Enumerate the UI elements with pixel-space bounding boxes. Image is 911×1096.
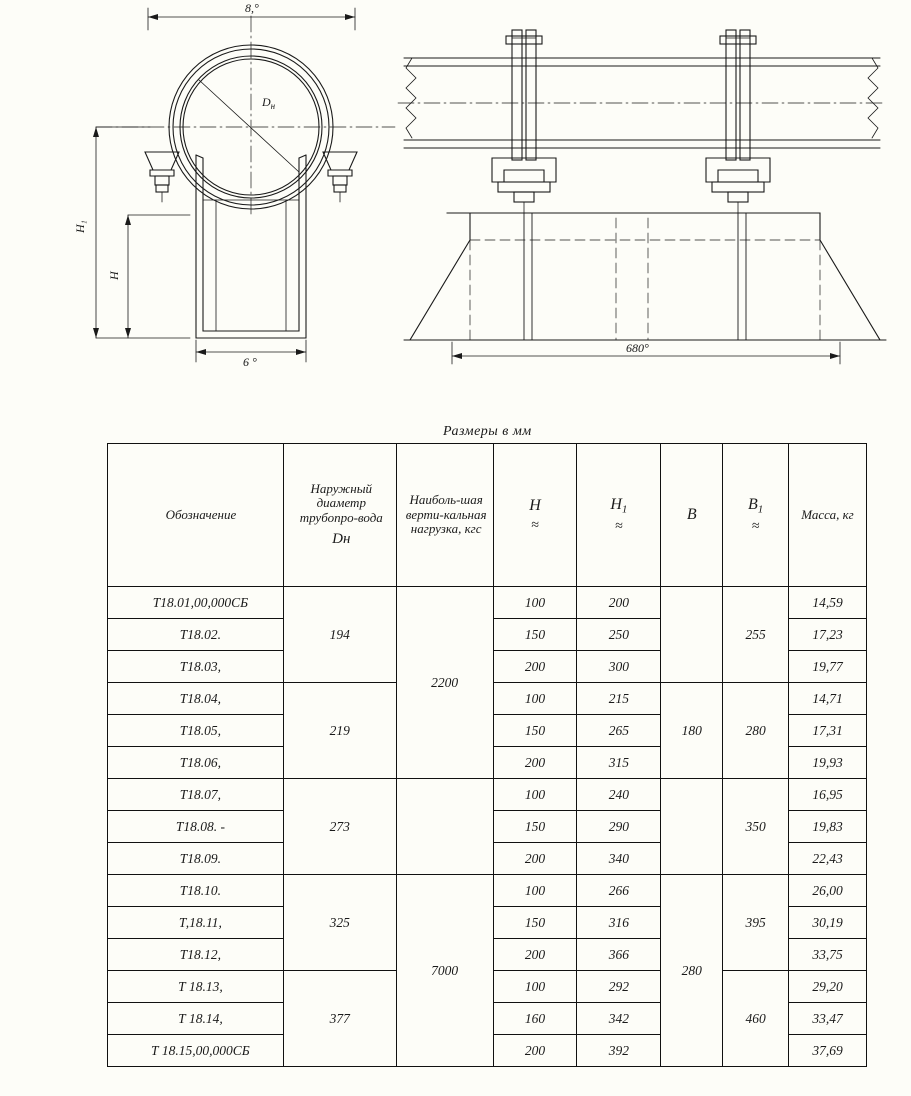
header-mass: Масса, кг xyxy=(789,444,867,587)
cell-mass: 33,47 xyxy=(789,1003,867,1035)
cell-b xyxy=(661,779,723,875)
cell-b: 280 xyxy=(661,875,723,1067)
cell-designation: Т18.10. xyxy=(108,875,284,907)
cell-h1: 200 xyxy=(577,587,661,619)
cell-mass: 19,77 xyxy=(789,651,867,683)
svg-text:H₁: H₁ xyxy=(73,220,87,233)
header-designation: Обозначение xyxy=(108,444,284,587)
cell-h: 200 xyxy=(493,939,577,971)
cell-max-load xyxy=(396,779,493,875)
specification-table xyxy=(107,443,867,1067)
cell-h: 100 xyxy=(493,779,577,811)
cell-h1: 366 xyxy=(577,939,661,971)
cell-h1: 266 xyxy=(577,875,661,907)
cell-h: 200 xyxy=(493,1035,577,1067)
cell-b1: 350 xyxy=(723,779,789,875)
cell-outer-diameter: 219 xyxy=(283,683,396,779)
cell-mass: 17,31 xyxy=(789,715,867,747)
cell-mass: 26,00 xyxy=(789,875,867,907)
header-b xyxy=(661,444,723,587)
cell-designation: Т18.04, xyxy=(108,683,284,715)
cell-designation: Т 18.14, xyxy=(108,1003,284,1035)
cell-mass: 37,69 xyxy=(789,1035,867,1067)
cell-h: 100 xyxy=(493,875,577,907)
cell-mass: 29,20 xyxy=(789,971,867,1003)
cell-h1: 300 xyxy=(577,651,661,683)
cell-designation: Т18.12, xyxy=(108,939,284,971)
cell-designation: Т,18.11, xyxy=(108,907,284,939)
cell-designation: Т18.05, xyxy=(108,715,284,747)
table-body xyxy=(108,587,867,1067)
cell-h1: 316 xyxy=(577,907,661,939)
table-row xyxy=(108,779,867,811)
header-h xyxy=(493,444,577,587)
header-b-symbol: B xyxy=(686,506,697,524)
svg-text:Dн: $D_н$ xyxy=(262,95,276,111)
cell-b1: 255 xyxy=(723,587,789,683)
cell-h1: 215 xyxy=(577,683,661,715)
cell-h: 100 xyxy=(493,971,577,1003)
table-caption: Размеры в мм xyxy=(443,424,532,439)
cell-h1: 392 xyxy=(577,1035,661,1067)
header-h-symbol: H xyxy=(529,496,541,514)
cell-h: 200 xyxy=(493,843,577,875)
header-h1-symbol: H xyxy=(610,495,622,513)
cell-h1: 292 xyxy=(577,971,661,1003)
cell-h1: 315 xyxy=(577,747,661,779)
cell-b1: 395 xyxy=(723,875,789,971)
header-outer-diameter-symbol: Dн xyxy=(332,531,351,548)
table-row xyxy=(108,875,867,907)
table-header-row xyxy=(108,444,867,587)
cell-h: 100 xyxy=(493,683,577,715)
header-max-load: Наиболь-шая верти-кальная нагрузка, кгс xyxy=(396,444,493,587)
cell-h1: 290 xyxy=(577,811,661,843)
header-h1-approx: ≈ xyxy=(615,518,623,534)
header-b1-symbol: B xyxy=(747,495,758,513)
cell-mass: 33,75 xyxy=(789,939,867,971)
cell-designation: Т18.07, xyxy=(108,779,284,811)
cell-h: 150 xyxy=(493,907,577,939)
cell-max-load: 2200 xyxy=(396,587,493,779)
cell-designation: Т18.03, xyxy=(108,651,284,683)
cell-designation: Т18.06, xyxy=(108,747,284,779)
header-h1-subscript: 1 xyxy=(621,503,628,516)
svg-text:680°: 680° xyxy=(626,341,649,355)
cell-h1: 340 xyxy=(577,843,661,875)
cell-outer-diameter: 377 xyxy=(283,971,396,1067)
cell-mass: 16,95 xyxy=(789,779,867,811)
cell-designation: Т 18.13, xyxy=(108,971,284,1003)
svg-text:6 °: 6 ° xyxy=(243,355,257,369)
cell-mass: 14,59 xyxy=(789,587,867,619)
header-b1-approx: ≈ xyxy=(751,518,760,534)
svg-text:H: H xyxy=(107,271,121,280)
cell-h1: 250 xyxy=(577,619,661,651)
cell-b1: 280 xyxy=(723,683,789,779)
cell-outer-diameter: 194 xyxy=(283,587,396,683)
cell-h1: 265 xyxy=(577,715,661,747)
cell-designation: Т18.01,00,000СБ xyxy=(108,587,284,619)
header-b1 xyxy=(723,444,789,587)
cell-designation: Т18.09. xyxy=(108,843,284,875)
cell-h: 200 xyxy=(493,651,577,683)
header-outer-diameter-text: Наружный диаметр трубопро-вода xyxy=(299,480,383,525)
technical-drawing xyxy=(0,0,911,400)
cell-b xyxy=(661,587,723,683)
specification-table-wrapper xyxy=(107,443,867,1067)
cell-mass: 22,43 xyxy=(789,843,867,875)
header-outer-diameter xyxy=(283,444,396,587)
cell-mass: 30,19 xyxy=(789,907,867,939)
cell-h: 150 xyxy=(493,811,577,843)
cell-outer-diameter: 325 xyxy=(283,875,396,971)
cell-designation: Т 18.15,00,000СБ xyxy=(108,1035,284,1067)
cell-h1: 240 xyxy=(577,779,661,811)
cell-b1: 460 xyxy=(723,971,789,1067)
table-row xyxy=(108,587,867,619)
cell-mass: 19,93 xyxy=(789,747,867,779)
cell-h1: 342 xyxy=(577,1003,661,1035)
header-h-approx: ≈ xyxy=(531,517,539,533)
cell-designation: Т18.08. - xyxy=(108,811,284,843)
header-h1 xyxy=(577,444,661,587)
cell-mass: 14,71 xyxy=(789,683,867,715)
cell-designation: Т18.02. xyxy=(108,619,284,651)
cell-mass: 17,23 xyxy=(789,619,867,651)
header-b1-subscript: 1 xyxy=(757,503,764,516)
cell-outer-diameter: 273 xyxy=(283,779,396,875)
svg-text:8,°: 8,° xyxy=(245,1,259,15)
cell-h: 100 xyxy=(493,587,577,619)
cell-b: 180 xyxy=(661,683,723,779)
cell-h: 160 xyxy=(493,1003,577,1035)
cell-h: 200 xyxy=(493,747,577,779)
cell-h: 150 xyxy=(493,619,577,651)
cell-h: 150 xyxy=(493,715,577,747)
cell-mass: 19,83 xyxy=(789,811,867,843)
cell-max-load: 7000 xyxy=(396,875,493,1067)
